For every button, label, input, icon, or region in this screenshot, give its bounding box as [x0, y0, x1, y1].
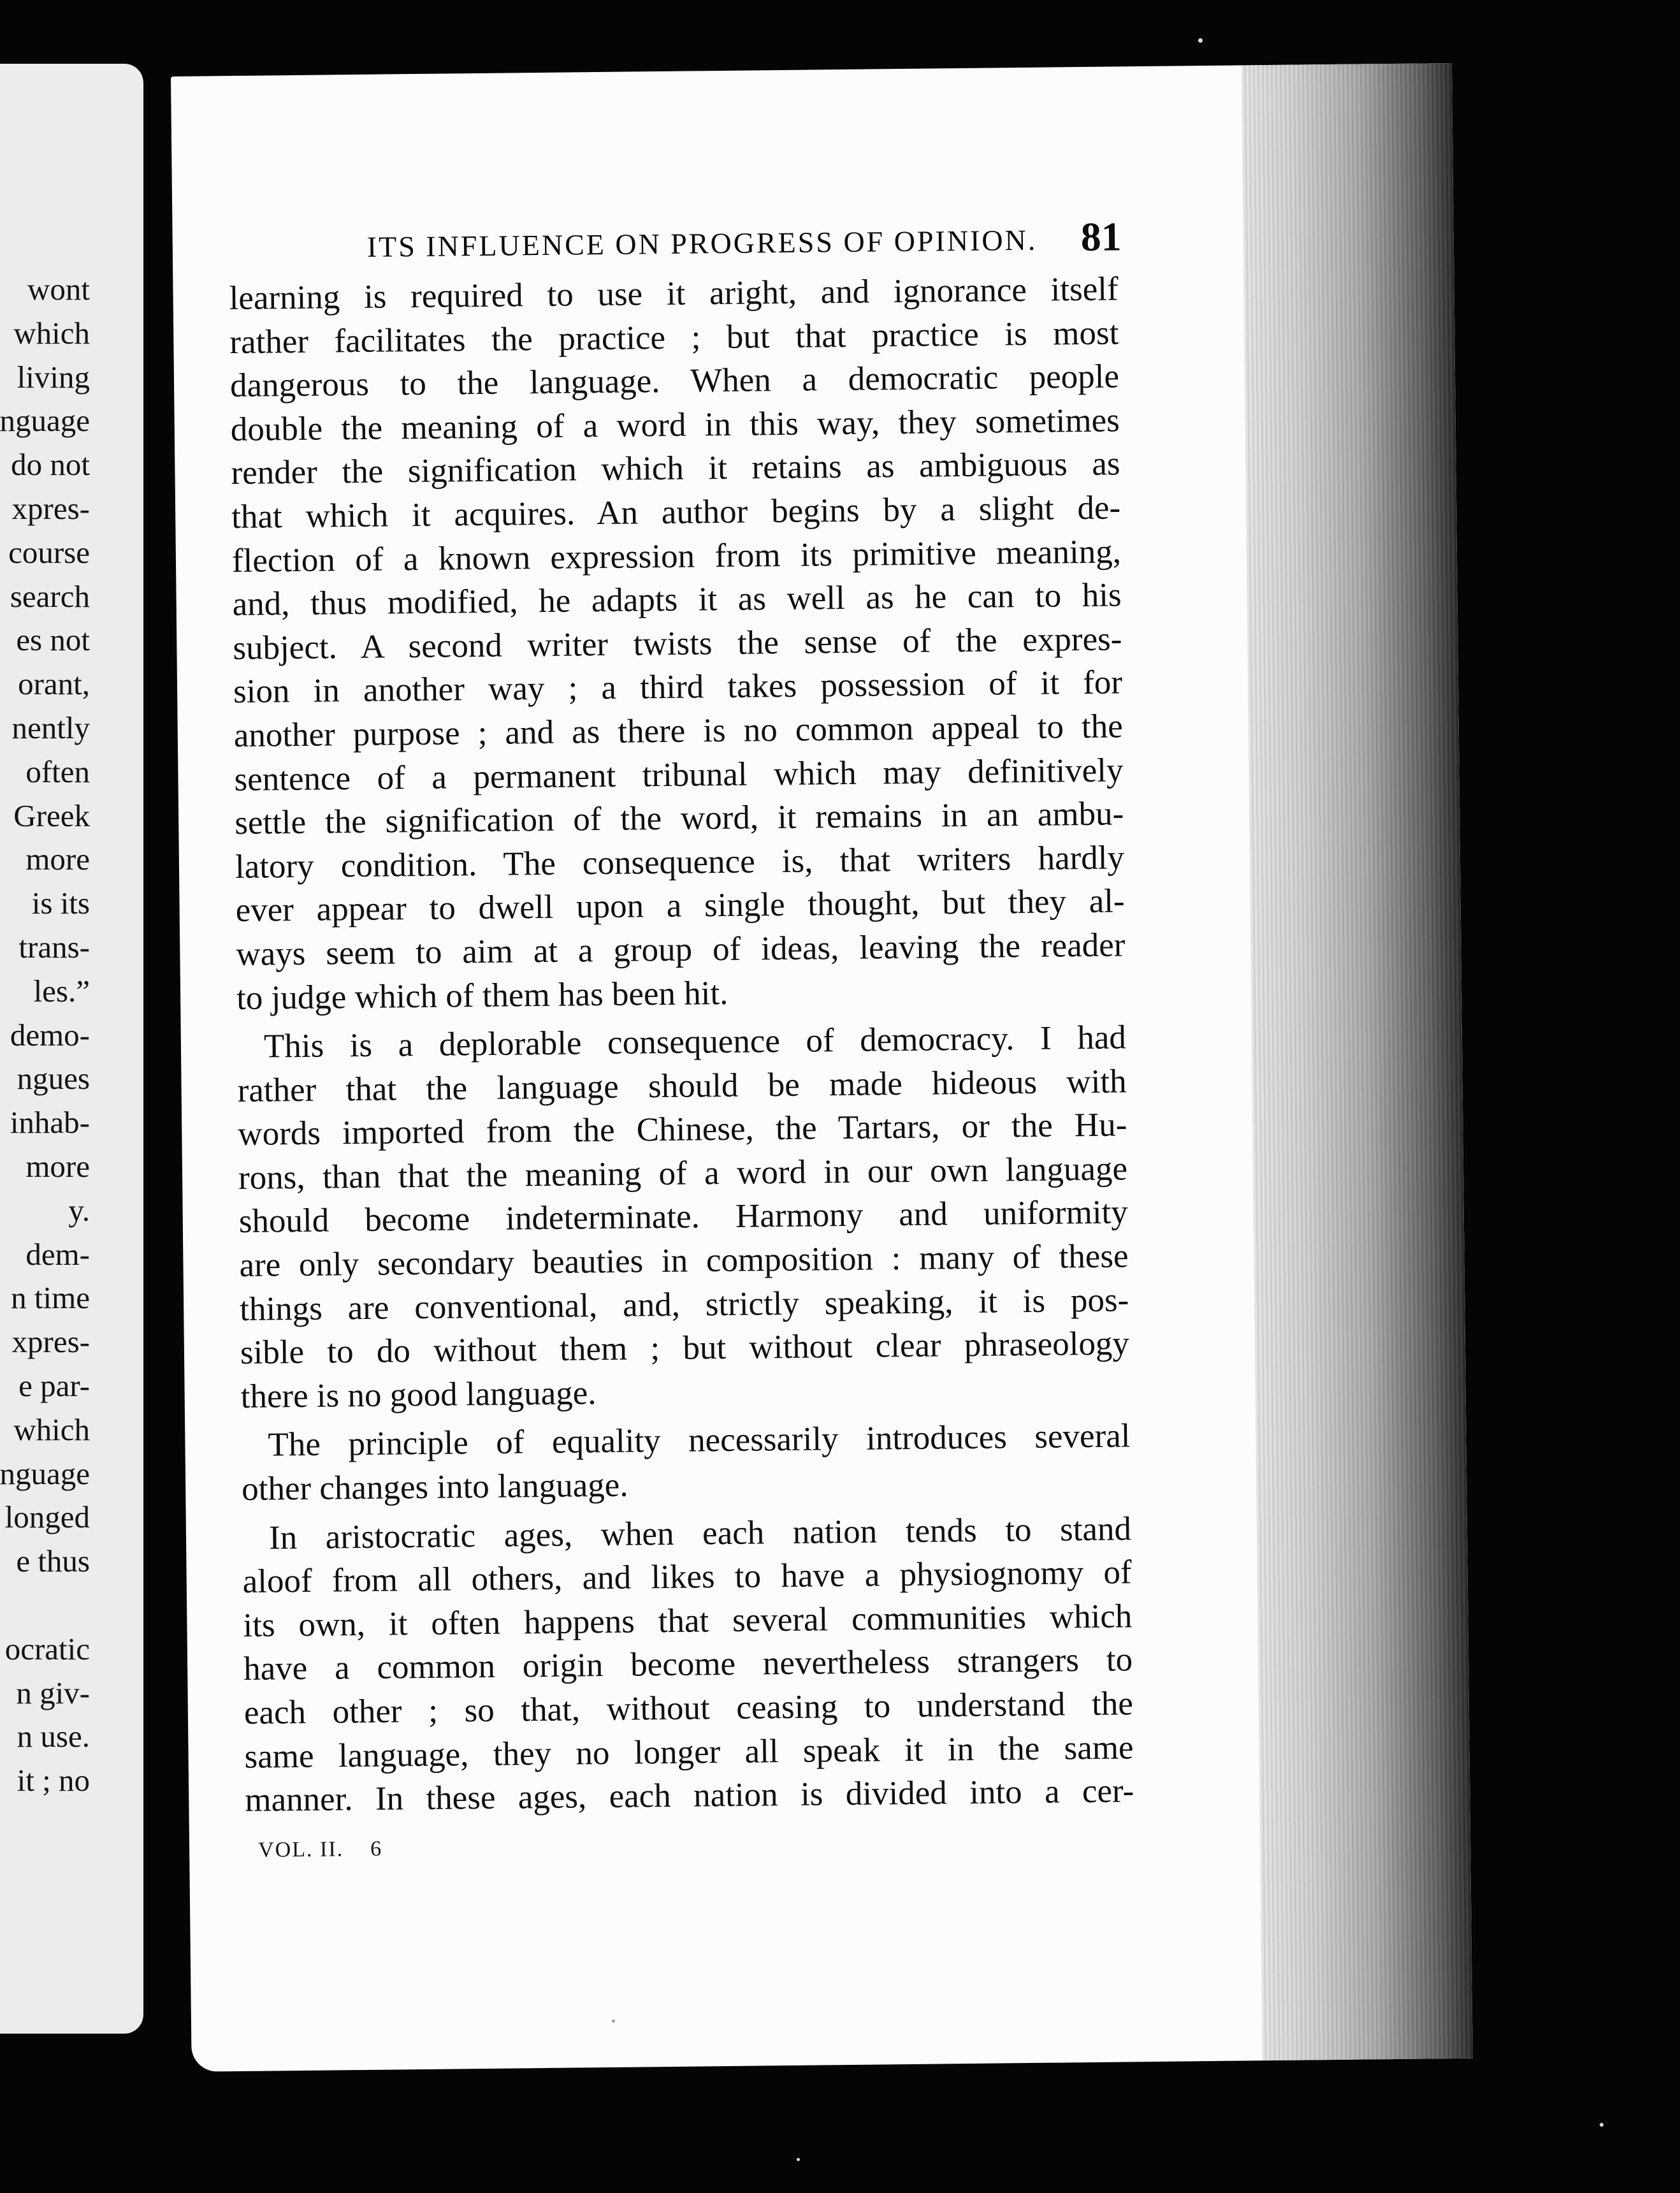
previous-page-line: course: [8, 534, 90, 570]
dust-speck: [797, 2158, 800, 2161]
running-head: [172, 213, 1122, 274]
previous-page-line: is its: [31, 885, 90, 921]
dust-speck: [612, 2020, 615, 2023]
previous-page-line: nguage: [0, 1455, 90, 1491]
text-line: things are conventional, and, strictly speaking, it is pos-: [239, 1281, 1129, 1328]
paragraph: [241, 1415, 1131, 1512]
text-line: words imported from the Chinese, the Tartars, or the Hu-: [238, 1106, 1127, 1153]
text-line: The principle of equality necessarily introduces several: [268, 1417, 1131, 1464]
body-text: [229, 267, 1134, 1822]
text-line: aloof from all others, and likes to have a physiognomy of: [242, 1554, 1132, 1601]
text-line: dangerous to the language. When a democratic people: [229, 358, 1120, 405]
previous-page-line: y.: [68, 1192, 90, 1228]
page-stack-edge: [1242, 63, 1473, 2060]
text-line: rons, than that the meaning of a word in our own language: [238, 1150, 1128, 1197]
book-page: [171, 63, 1473, 2072]
previous-page-line: more: [25, 1148, 90, 1184]
text-line: same language, they no longer all speak it in the same: [244, 1728, 1134, 1775]
previous-page-line: more: [25, 841, 90, 877]
previous-page-line: ngues: [17, 1061, 90, 1096]
text-line: sion in another way ; a third takes possession of it for: [233, 664, 1123, 711]
text-line: should become indeterminate. Harmony and uniformity: [238, 1193, 1129, 1241]
paragraph: [237, 1016, 1130, 1418]
previous-page-line: n time: [11, 1280, 90, 1316]
previous-page-line: les.”: [33, 973, 90, 1009]
text-line: other changes into language.: [241, 1466, 628, 1508]
paragraph: [229, 267, 1126, 1020]
previous-page-line: [0, 1584, 90, 1628]
dust-speck: [1403, 1167, 1407, 1170]
text-line: subject. A second writer twists the sense of the expres-: [233, 620, 1122, 667]
previous-page-line: wont: [27, 272, 90, 307]
text-line: flection of a known expression from its primitive meaning,: [231, 532, 1122, 579]
text-line: each other ; so that, without ceasing to understand the: [243, 1685, 1134, 1731]
previous-page-line: nguage: [0, 403, 90, 439]
previous-page-line: es not: [16, 622, 90, 658]
previous-page-line: Greek: [13, 798, 90, 833]
previous-page-line: ocratic: [4, 1631, 90, 1666]
signature-mark: VOL. II. 6: [257, 1837, 383, 1862]
text-line: there is no good language.: [240, 1374, 597, 1415]
previous-page-fragment: [0, 64, 143, 2034]
text-line: This is a deplorable consequence of democracy. I had: [263, 1019, 1127, 1065]
text-line: rather facilitates the practice ; but that practice is most: [229, 314, 1119, 361]
dust-speck: [1600, 2123, 1604, 2127]
text-line: sible to do without them ; but without clear phraseology: [240, 1325, 1130, 1372]
previous-page-line: which: [13, 1411, 90, 1447]
previous-page-line: n use.: [17, 1719, 90, 1754]
text-line: ways seem to aim at a group of ideas, leaving the reader: [236, 926, 1126, 973]
text-line: that which it acquires. An author begins by a slight de-: [231, 489, 1121, 536]
previous-page-line: e par-: [18, 1367, 90, 1403]
previous-page-line: search: [10, 578, 90, 614]
text-line: another purpose ; and as there is no common appeal to the: [233, 708, 1124, 754]
text-line: double the meaning of a word in this way, they sometimes: [230, 402, 1120, 448]
previous-page-line: demo-: [10, 1017, 90, 1053]
page-number: 81: [1080, 214, 1122, 260]
text-line: learning is required to use it aright, and ignorance itself: [229, 270, 1119, 317]
text-line: are only secondary beauties in composition : many of these: [239, 1237, 1129, 1285]
text-line: and, thus modified, he adapts it as well as he can to his: [232, 576, 1122, 623]
text-line: its own, it often happens that several communities which: [243, 1598, 1133, 1644]
previous-page-line: xpres-: [11, 490, 90, 526]
previous-page-line: longed: [4, 1499, 90, 1535]
previous-page-line: do not: [11, 447, 90, 483]
previous-page-text: [0, 268, 90, 1803]
text-line: latory condition. The consequence is, that writers hardly: [235, 839, 1125, 885]
dust-speck: [1198, 38, 1203, 43]
previous-page-line: orant,: [18, 666, 90, 702]
text-line: ever appear to dwell upon a single thought, but they al-: [235, 882, 1125, 929]
paragraph: [242, 1507, 1134, 1823]
text-line: In aristocratic ages, when each nation tends to stand: [268, 1510, 1132, 1557]
previous-page-line: inhab-: [10, 1105, 90, 1140]
text-line: manner. In these ages, each nation is divided into a cer-: [245, 1772, 1134, 1819]
text-line: sentence of a permanent tribunal which may definitively: [234, 751, 1124, 798]
previous-page-line: n giv-: [16, 1675, 90, 1710]
previous-page-line: often: [25, 754, 90, 789]
previous-page-line: nently: [11, 710, 90, 745]
text-line: render the signification which it retains as ambiguous as: [231, 445, 1120, 492]
previous-page-line: e thus: [16, 1543, 90, 1579]
text-line: settle the signification of the word, it remains in an ambu-: [234, 795, 1124, 842]
running-title: ITS INFLUENCE ON PROGRESS OF OPINION.: [366, 223, 1038, 263]
previous-page-line: trans-: [18, 929, 90, 965]
previous-page-line: which: [13, 315, 90, 351]
text-line: rather that the language should be made hideous with: [237, 1063, 1127, 1109]
previous-page-line: it ; no: [17, 1763, 90, 1798]
previous-page-line: xpres-: [11, 1324, 90, 1360]
text-line: to judge which of them has been hit.: [236, 974, 728, 1017]
previous-page-line: living: [17, 359, 90, 395]
previous-page-line: dem-: [25, 1236, 90, 1272]
text-line: have a common origin become nevertheless strangers to: [243, 1641, 1133, 1688]
